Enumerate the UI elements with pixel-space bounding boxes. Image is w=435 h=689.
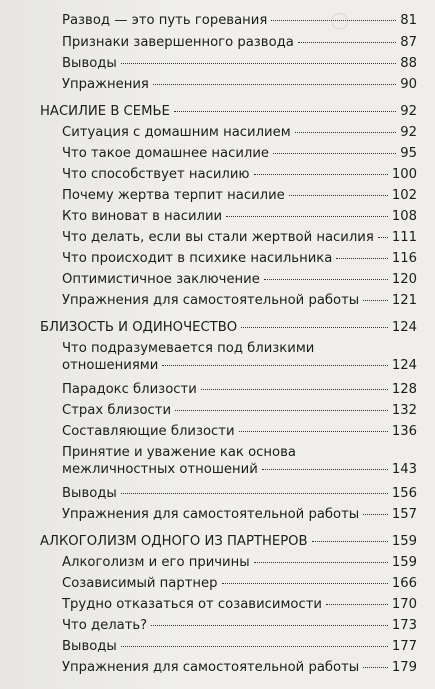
entry-page: 173 [391,618,417,633]
leader-dots [174,111,396,112]
entry-page: 81 [400,13,417,28]
toc-entry [62,230,417,246]
leader-dots [239,431,388,432]
entry-title-line2: межличностных отношений [62,462,258,477]
toc-entry [62,125,417,141]
section-heading [40,534,417,550]
entry-title-line1: Что подразумевается под близкими [62,341,315,356]
entry-page: 120 [391,272,417,287]
leader-dots [312,541,388,542]
toc-entry [62,35,417,51]
toc-entry-multiline [62,444,417,478]
entry-page: 156 [391,486,417,501]
leader-dots [121,493,388,494]
entry-page: 177 [391,639,417,654]
leader-dots [162,365,388,366]
entry-title: Упражнения для самостоятельной работы [62,660,360,675]
entry-page: 102 [391,188,417,203]
entry-page: 132 [391,403,417,418]
leader-dots [226,216,388,217]
leader-dots [222,583,388,584]
toc-entry [62,403,417,419]
leader-dots [295,132,397,133]
entry-title: Выводы [62,639,117,654]
toc-entry [62,188,417,204]
entry-title: Что происходит в психике насильника [62,251,333,266]
toc-entry [62,167,417,183]
entry-page: 124 [391,358,417,373]
leader-dots [298,42,396,43]
leader-dots [121,63,396,64]
entry-title-line1: Принятие и уважение как основа [62,445,296,460]
toc-entry [62,639,417,655]
entry-page: 95 [400,146,417,161]
toc-entry [62,13,417,29]
toc-entry [62,486,417,502]
entry-title: Трудно отказаться от созависимости [62,597,322,612]
entry-page: 136 [391,424,417,439]
entry-page: 88 [400,56,417,71]
section-title: НАСИЛИЕ В СЕМЬЕ [40,104,170,119]
section-title: АЛКОГОЛИЗМ ОДНОГО ИЗ ПАРТНЕРОВ [40,534,308,549]
toc-entry [62,597,417,613]
entry-page: 170 [391,597,417,612]
toc-entry [62,77,417,93]
entry-title: Кто виноват в насилии [62,209,223,224]
leader-dots [241,327,388,328]
toc-entry [62,507,417,523]
bleed-through-text: ○ [330,8,350,33]
entry-page: 166 [391,576,417,591]
entry-title: Выводы [62,56,117,71]
section-title: БЛИЗОСТЬ И ОДИНОЧЕСТВО [40,320,238,335]
leader-dots [175,410,388,411]
leader-dots [264,279,388,280]
entry-title: Что делать? [62,618,148,633]
entry-title: Оптимистичное заключение [62,272,260,287]
leader-dots [363,667,388,668]
entry-title: Парадокс близости [62,382,197,397]
entry-title: Алкоголизм и его причины [62,555,250,570]
entry-title: Страх близости [62,403,172,418]
toc-entry [62,618,417,634]
entry-title: Упражнения для самостоятельной работы [62,293,360,308]
entry-page: 128 [391,382,417,397]
leader-dots [271,20,396,21]
leader-dots [273,153,396,154]
leader-dots [254,174,388,175]
entry-title: Ситуация с домашним насилием [62,125,291,140]
entry-page: 179 [391,660,417,675]
entry-title: Развод — это путь горевания [62,13,268,28]
entry-page: 92 [400,125,417,140]
toc-entry [62,293,417,309]
toc-entry [62,251,417,267]
toc-entry [62,576,417,592]
entry-page: 100 [391,167,417,182]
toc-entry [62,56,417,72]
entry-title: Что такое домашнее насилие [62,146,270,161]
leader-dots [254,562,388,563]
entry-title: Упражнения [62,77,149,92]
leader-dots [363,514,388,515]
leader-dots [289,195,388,196]
toc-entry [62,209,417,225]
entry-page: 108 [391,209,417,224]
leader-dots [201,389,388,390]
entry-page: 111 [391,230,417,245]
toc-entry [62,382,417,398]
section-page: 92 [400,104,417,119]
entry-page: 143 [391,462,417,477]
leader-dots [153,84,396,85]
entry-page: 121 [391,293,417,308]
entry-page: 157 [391,507,417,522]
toc-entry [62,272,417,288]
entry-title: Что способствует насилию [62,167,250,182]
section-heading [40,320,417,336]
entry-page: 90 [400,77,417,92]
toc-entry [62,555,417,571]
leader-dots [151,625,388,626]
toc-entry [62,424,417,440]
entry-title: Составляющие близости [62,424,235,439]
entry-title: Выводы [62,486,117,501]
toc-entry [62,660,417,676]
section-page: 124 [391,320,417,335]
toc-entry-multiline [62,340,417,374]
entry-page: 116 [391,251,417,266]
toc-entry [62,146,417,162]
entry-page: 159 [391,555,417,570]
entry-page: 87 [400,35,417,50]
section-heading [40,104,417,120]
entry-title: Что делать, если вы стали жертвой насилия [62,230,374,245]
entry-title: Созависимый партнер [62,576,218,591]
entry-title: Почему жертва терпит насилие [62,188,285,203]
section-page: 159 [391,534,417,549]
leader-dots [378,237,388,238]
leader-dots [363,300,388,301]
leader-dots [262,469,388,470]
leader-dots [336,258,388,259]
entry-title-line2: отношениями [62,358,159,373]
entry-title: Признаки завершенного развода [62,35,294,50]
leader-dots [121,646,388,647]
entry-title: Упражнения для самостоятельной работы [62,507,360,522]
leader-dots [326,604,388,605]
